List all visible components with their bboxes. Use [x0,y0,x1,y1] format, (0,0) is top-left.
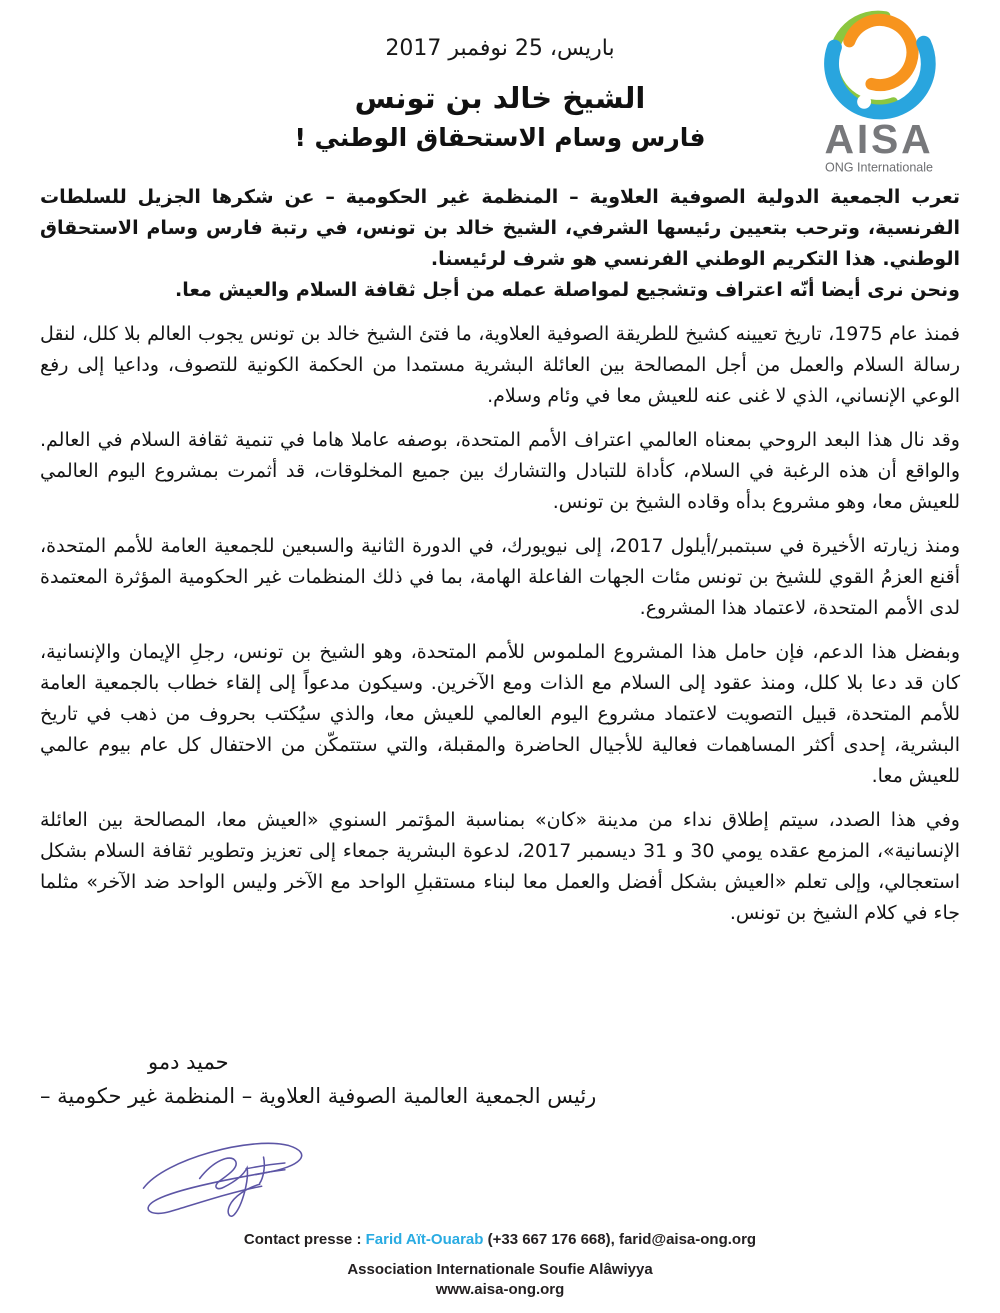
press-contact-line [0,1231,1000,1248]
signatory-title: رئيس الجمعية العالمية الصوفية العلاوية – المنظمة غير حكومية – [40,1084,597,1108]
page-title: الشيخ خالد بن تونس [354,81,646,115]
signature-crossbar [246,1157,285,1183]
page-subtitle: فارس وسام الاستحقاق الوطني ! [294,123,706,152]
press-contact-name: Farid Aït-Ouarab [365,1231,484,1248]
handwritten-signature [132,1132,337,1224]
association-name: Association Internationale Soufie Alâwiyya [347,1261,653,1278]
logo-wordmark: AISA [824,115,934,162]
signature-scribble [200,1158,260,1216]
press-contact-label: Contact presse : [243,1231,362,1248]
website-url: www.aisa-ong.org [435,1281,565,1298]
date-line: باريس، 25 نوفمبر 2017 [385,36,615,61]
letter-body [40,182,960,929]
paragraph-history: فمنذ عام 1975، تاريخ تعيينه كشيخ للطريقة الصوفية العلاوية، ما فتئ الشيخ خالد بن تونس يجوب العالم بلا كلل، لنقل رسالة السلام والعمل من أجل المصالحة بين العائلة البشرية مستمدا من الحكمة الكونية للتصوف، وداعيا إلى رفع الوعي الإنساني، الذي لا غنى عنه للعيش معا في وئام وسلام. [40,323,960,407]
signatory-name: حميد دمو [148,1050,229,1074]
paragraph-intro: تعرب الجمعية الدولية الصوفية العلاوية – المنظمة غير الحكومية – عن شكرها الجزيل للسلطات الفرنسية، وترحب بتعيين رئيسها الشرفي، الشيخ خالد بن تونس، في رتبة فارس وسام الاستحقاق الوطني. هذا التكريم الوطني الفرنسي هو شرف لرئيسنا. [40,186,960,270]
aisa-logo-swoosh [832,15,929,112]
letter-footer [0,1231,1000,1298]
paragraph-un-recognition: وقد نال هذا البعد الروحي بمعناه العالمي اعتراف الأمم المتحدة، بوصفه عاملا هاما في تنمية ثقافة السلام في العالم. والواقع أن هذه الرغبة في السلام، كأداة للتبادل والتشارك بين جميع المخلوقات، قد أثمرت بمشروع اليوم العالمي للعيش معا، وهو مشروع بدأه وقاده الشيخ بن تونس. [40,429,960,513]
paragraph-intro-2: ونحن نرى أيضا أنّه اعتراف وتشجيع لمواصلة عمله من أجل ثقافة السلام والعيش معا. [175,279,960,301]
paragraph-cannes-call: وفي هذا الصدد، سيتم إطلاق نداء من مدينة «كان» بمناسبة المؤتمر السنوي «العيش معا، المصالحة بين العائلة الإنسانية»، المزمع عقده يومي 30 و 31 ديسمبر 2017، لدعوة البشرية جمعاء إلى تعزيز وتطوير ثقافة السلام بشكل استعجالي، وإلى تعلم «العيش بشكل أفضل والعمل معا لبناء مستقبلِ الواحد مع الآخر وليس الواحد ضد الآخر» مثلما جاء في كلام الشيخ بن تونس. [40,809,960,924]
aisa-logo [808,6,950,192]
paragraph-ny-visit: ومنذ زيارته الأخيرة في سبتمبر/أيلول 2017، إلى نيويورك، في الدورة الثانية والسبعين للجمعية العامة للأمم المتحدة، أقنع العزمُ القوي للشيخ بن تونس مئات الجهات الفاعلة الهامة، بما في ذلك المنظمات غير الحكومية المؤثرة المعتمدة لدى الأمم المتحدة، لاعتماد هذا المشروع. [40,535,961,619]
logo-tagline: ONG Internationale [824,160,934,175]
paragraph-support: وبفضل هذا الدعم، فإن حامل هذا المشروع الملموس للأمم المتحدة، وهو الشيخ بن تونس، رجلِ الإيمان والإنسانية، كان قد دعا بلا كلل، ومنذ عقود إلى السلام مع الذات ومع الآخرين. وسيكون مدعواً إلى إلقاء خطاب بالجمعية العامة للأمم المتحدة، قبيل التصويت لاعتماد مشروع اليوم العالمي للعيش معا، والذي سيُكتب بحروف من ذهب في تاريخ البشرية، إحدى أكثر المساهمات فعالية للأجيال الحاضرة والمقبلة، والتي ستتمكّن من الاحتفال كل عام بيوم عالمي للعيش معا. [40,641,960,787]
logo-orange-arc [849,20,912,85]
press-contact-details: (+33 667 176 668), farid@aisa-ong.org [487,1231,757,1248]
logo-white-dot [857,95,871,109]
